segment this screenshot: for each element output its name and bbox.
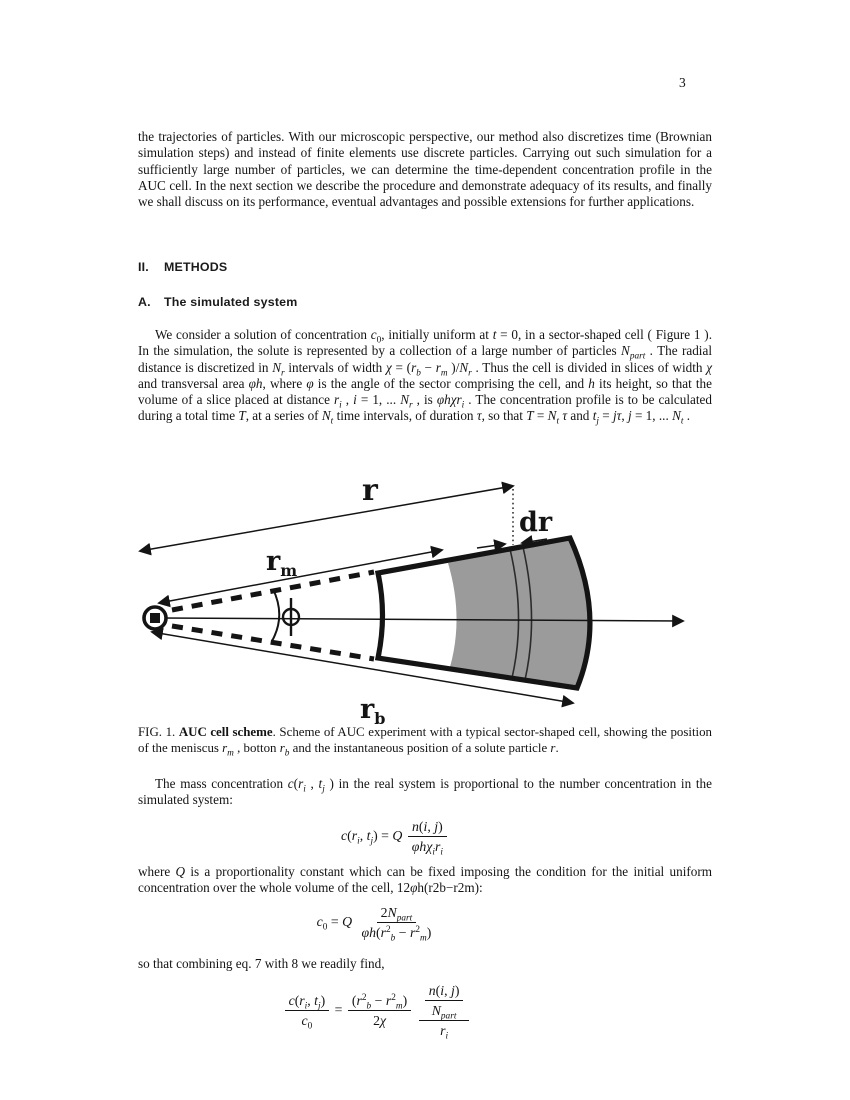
equation-combined: $\frac{c(r_i, t_j)}{c_0}$ = $\frac{(r^2_b - r^2_m)}{2\chi}$ $\frac{\frac{n(i, j)}{N_{part}}}{r_i}$ — [138, 982, 712, 1040]
section-title: METHODS — [164, 260, 228, 274]
subsection-title: The simulated system — [164, 295, 298, 309]
label-r-bottom: $r_b$ — [360, 694, 386, 727]
rotor-center-square — [150, 613, 160, 623]
label-r: r — [362, 473, 378, 508]
arrow-r — [140, 486, 513, 551]
arrow-r-meniscus — [159, 550, 442, 603]
phi-angle-arc — [272, 589, 279, 641]
paragraph-so-that: so that combining eq. 7 with 8 we readily find, — [138, 956, 385, 971]
dashed-sector-side-bottom — [172, 626, 374, 659]
figure-1-auc-cell-diagram — [0, 467, 850, 727]
paragraph-intro: the trajectories of particles. With our microscopic perspective, our method also discretizes time (Brownian simulation steps) and instead of finite elements use discrete particles. Carrying out such simulation for a sufficiently large number of particles, we can determine the time-dependent concentration profile in the AUC cell. In the next section we describe the procedure and demonstrate adequacy of its results, and finally we shall discuss on its performance, eventual advantages and possible extensions for further applications. — [138, 129, 712, 210]
figure-caption: FIG. 1. AUC cell scheme. Scheme of AUC experiment with a typical sector-shaped cell, showing the position of the meniscus $r_m$ , botton $r_b$ and the instantaneous position of a solute particle r. — [138, 725, 712, 759]
subsection-number: A. — [138, 295, 151, 309]
label-r-meniscus: $r_m$ — [266, 546, 298, 580]
section-heading-methods — [138, 260, 712, 274]
paragraph-mass-concentration: The mass concentration $c(r_i$ , $t_j$ ) in the real system is proportional to the number concentration in the simulated system: — [138, 776, 712, 808]
equation-concentration: $c(r_i$, $t_j) = Q$ $\frac{n(i, j)}{\varphi h\chi_ir_i}$ — [138, 818, 712, 855]
dr-arrow-left — [477, 544, 505, 548]
paragraph-simulated-system: We consider a solution of concentration $c_0$, initially uniform at t = 0, in a sector-shaped cell ( Figure 1 ). In the simulation, the solute is represented by a collection of a large number of particles $N_{part}$ . The radial distance is discretized in $N_r$ intervals of width $\chi = (r_b - r_m$ )$/N_r$ . Thus the cell is divided in slices of width χ and transversal area φh, where φ is the angle of the sector comprising the cell, and h its height, so that the volume of a slice placed at distance $r_i$ , i = 1, ... $N_r$ , is φhχr$_i$ . The concentration profile is to be calculated during a total time T, at a series of $N_t$ time intervals, of duration τ, so that $T = N_t$ τ and $t_j = j\tau$, j = 1, ... $N_t$ . — [138, 327, 713, 427]
radial-axis-line — [160, 618, 683, 621]
equation-c0: $c_0 = Q$ $\frac{2N_{part}}{\varphi h(r^2_b - r^2_m)}$ — [316, 905, 432, 944]
subsection-heading-simulated-system — [138, 295, 712, 309]
paragraph-where-q: where Q is a proportionality constant which can be fixed imposing the condition for the initial uniform concentration over the whole volume of the cell, 12φh(r2b−r2m): — [138, 864, 712, 896]
page-number: 3 — [679, 75, 686, 90]
label-dr: dr — [519, 507, 553, 538]
section-number: II. — [138, 260, 149, 274]
